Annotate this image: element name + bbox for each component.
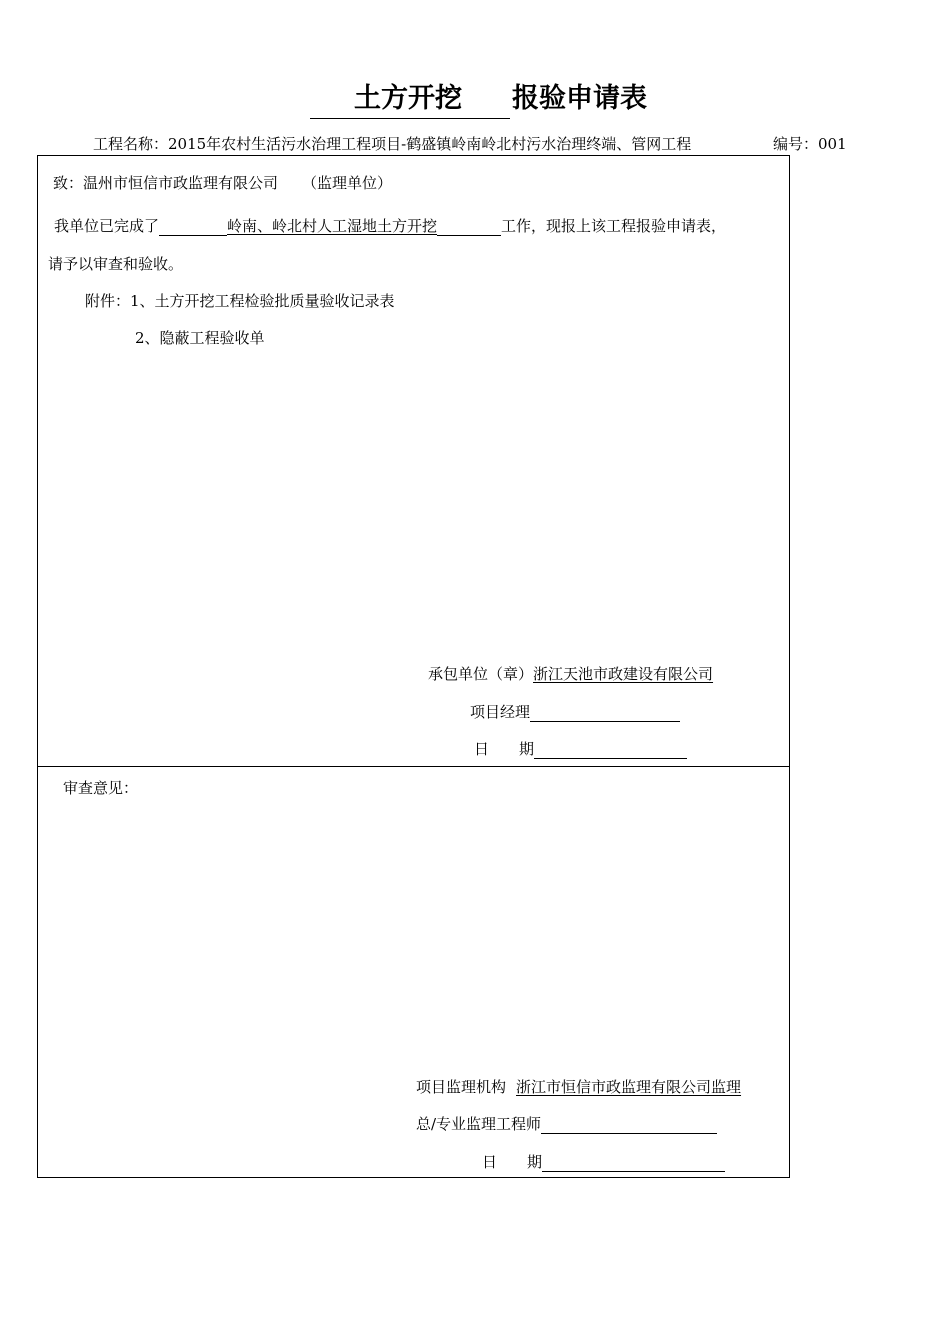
contractor-value: 浙江天池市政建设有限公司 [533, 665, 714, 683]
work-name: 岭南、岭北村人工湿地土方开挖 [227, 217, 438, 235]
contractor-label: 承包单位（章） [428, 665, 534, 683]
body-line-2: 请予以审查和验收。 [48, 255, 184, 273]
form-number: 编号：001 [773, 135, 847, 153]
project-info-line [93, 133, 847, 154]
date-label-2: 日 期 [482, 1153, 543, 1171]
date-label-1: 日 期 [474, 740, 535, 758]
addressee: 致：温州市恒信市政监理有限公司 [53, 174, 279, 192]
review-label: 审查意见： [63, 779, 139, 797]
engineer-label: 总/专业监理工程师 [416, 1115, 542, 1133]
title-underline [310, 118, 510, 119]
addressee-role: （监理单位） [302, 174, 393, 192]
form-title [310, 76, 690, 120]
body-prefix: 我单位已完成了 [54, 217, 160, 235]
to-line [53, 173, 392, 193]
section-divider [37, 766, 790, 767]
attachment-1: 附件：1、土方开挖工程检验批质量验收记录表 [85, 292, 395, 310]
body-line-1 [54, 216, 726, 236]
agency-value: 浙江市恒信市政监理有限公司监理 [516, 1078, 742, 1096]
body-suffix: 工作，现报上该工程报验申请表， [501, 217, 727, 235]
date-line-2 [482, 1152, 725, 1172]
agency-label: 项目监理机构 [416, 1078, 507, 1096]
contractor-line [428, 664, 713, 684]
title-part-1: 土方开挖 [354, 83, 462, 114]
work-blank-right [437, 219, 501, 236]
engineer-signature-blank [541, 1117, 717, 1134]
agency-line [416, 1077, 741, 1097]
date-line-1 [474, 739, 687, 759]
date-blank-1 [534, 742, 687, 759]
attachment-2: 2、隐蔽工程验收单 [135, 329, 265, 347]
manager-line [470, 702, 680, 722]
work-blank-left [159, 219, 227, 236]
manager-signature-blank [530, 705, 680, 722]
manager-label: 项目经理 [470, 703, 531, 721]
project-name: 工程名称：2015年农村生活污水治理工程项目-鹤盛镇岭南岭北村污水治理终端、管网工程 [93, 135, 692, 153]
date-blank-2 [542, 1155, 725, 1172]
engineer-line [416, 1114, 717, 1134]
title-part-2: 报验申请表 [512, 83, 647, 114]
